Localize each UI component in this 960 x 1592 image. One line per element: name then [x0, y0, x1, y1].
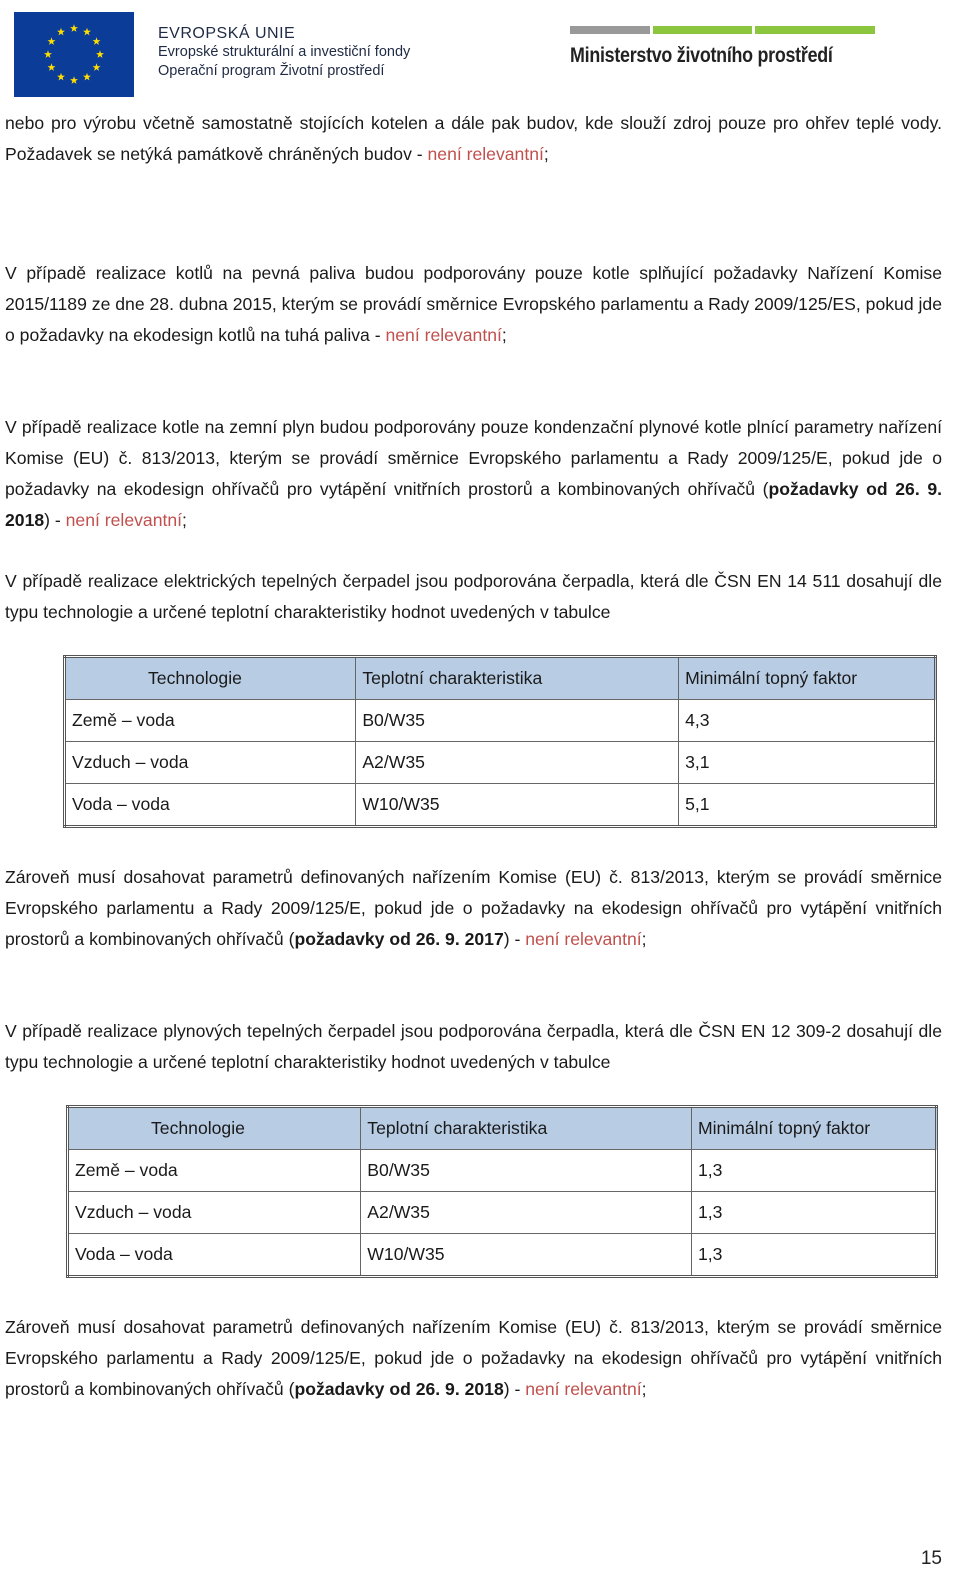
table-cell: A2/W35 — [361, 1192, 692, 1234]
table-cell: Voda – voda — [68, 1234, 361, 1277]
table-cell: 1,3 — [691, 1234, 936, 1277]
eu-logo-text — [158, 24, 410, 81]
table-cell: W10/W35 — [361, 1234, 692, 1277]
p2-relevance: není relevantní — [385, 325, 502, 345]
paragraph-7 — [5, 1312, 942, 1405]
header-teplotni: Teplotní charakteristika — [361, 1107, 692, 1150]
table-header-row — [65, 657, 936, 700]
eu-line2: Evropské strukturální a investiční fondy — [158, 44, 411, 60]
p3-text: V případě realizace kotle na zemní plyn budou podporovány pouze kondenzační plynové kotle plnící parametry nařízení Komise (EU) č. 813/2013, kterým se provádí směrnice Evropského parlamentu a Rady 2009/125/E, pokud jde o požadavky na ekodesign ohřívačů pro vytápění vnitřních prostorů a kombinovaných ohřívačů ( — [5, 417, 942, 499]
table-cell: 1,3 — [691, 1192, 936, 1234]
header-technologie: Technologie — [65, 657, 356, 700]
table-heat-pumps-gas — [66, 1105, 938, 1278]
p5-text: Zároveň musí dosahovat parametrů definovaných nařízením Komise (EU) č. 813/2013, kterým se provádí směrnice Evropského parlamentu a Rady 2009/125/E, pokud jde o požadavky na ekodesign ohřívačů pro vytápění vnitřních prostorů a kombinovaných ohřívačů ( — [5, 867, 942, 949]
table-cell: Země – voda — [68, 1150, 361, 1192]
table-heat-pumps-electric — [63, 655, 937, 828]
p5-dash: ) - — [503, 929, 526, 949]
table-header-row — [68, 1107, 937, 1150]
table-cell: A2/W35 — [356, 742, 679, 784]
table-cell: Vzduch – voda — [65, 742, 356, 784]
p3-end: ; — [182, 510, 187, 530]
ministry-title: Ministerstvo životního prostředí — [570, 44, 833, 67]
header-faktor: Minimální topný faktor — [691, 1107, 936, 1150]
header-faktor: Minimální topný faktor — [679, 657, 936, 700]
page-header — [0, 0, 960, 110]
p7-text: Zároveň musí dosahovat parametrů definovaných nařízením Komise (EU) č. 813/2013, kterým se provádí směrnice Evropského parlamentu a Rady 2009/125/E, pokud jde o požadavky na ekodesign ohřívačů pro vytápění vnitřních prostorů a kombinovaných ohřívačů ( — [5, 1317, 942, 1399]
table-cell: Země – voda — [65, 700, 356, 742]
ministry-logo — [570, 26, 875, 68]
eu-line1: EVROPSKÁ UNIE — [158, 25, 296, 42]
p5-date: požadavky od 26. 9. 2017 — [294, 929, 504, 949]
p3-dash: ) - — [44, 510, 66, 530]
table-cell: B0/W35 — [361, 1150, 692, 1192]
p2-text: V případě realizace kotlů na pevná paliva budou podporovány pouze kotle splňující požadavky Nařízení Komise 2015/1189 ze dne 28. dubna 2015, kterým se provádí směrnice Evropského parlamentu a Rady 2009/125/ES, pokud jde o požadavky na ekodesign kotlů na tuhá paliva - — [5, 263, 942, 345]
table-row — [65, 700, 936, 742]
paragraph-4: V případě realizace elektrických tepelných čerpadel jsou podporována čerpadla, která dle ČSN EN 14 511 dosahují dle typu technologie a určené teplotní charakteristiky hodnot uvedených v tabulce — [5, 571, 942, 622]
page-number: 15 — [920, 1548, 942, 1569]
p5-relevance: není relevantní — [525, 929, 642, 949]
p7-relevance: není relevantní — [525, 1379, 642, 1399]
p1-text: nebo pro výrobu včetně samostatně stojících kotelen a dále pak budov, kde slouží zdroj pouze pro ohřev teplé vody. Požadavek se netýká památkově chráněných budov - — [5, 113, 942, 164]
table-cell: 3,1 — [679, 742, 936, 784]
header-teplotni: Teplotní charakteristika — [356, 657, 679, 700]
table-cell: Vzduch – voda — [68, 1192, 361, 1234]
table-cell: 1,3 — [691, 1150, 936, 1192]
paragraph-3 — [5, 412, 942, 536]
p7-date: požadavky od 26. 9. 2018 — [294, 1379, 504, 1399]
p7-paren: ) — [503, 1379, 510, 1399]
p7-end: ; — [641, 1379, 647, 1399]
eu-line3: Operační program Životní prostředí — [158, 63, 385, 79]
p5-end: ; — [641, 929, 647, 949]
table-cell: Voda – voda — [65, 784, 356, 827]
paragraph-1 — [5, 108, 942, 170]
paragraph-6: V případě realizace plynových tepelných čerpadel jsou podporována čerpadla, která dle ČSN EN 12 309-2 dosahují dle typu technologie a určené teplotní charakteristiky hodnot uvedených v tabulce — [5, 1021, 942, 1072]
paragraph-5 — [5, 862, 942, 955]
p7-dash: - — [514, 1379, 526, 1399]
p2-end: ; — [501, 325, 507, 345]
p3-date: požadavky od 26. 9. 2018 — [5, 479, 942, 530]
p1-end: ; — [543, 144, 549, 164]
table-row — [68, 1192, 937, 1234]
ministry-color-bars — [570, 26, 875, 34]
table-cell: B0/W35 — [356, 700, 679, 742]
table-row — [65, 742, 936, 784]
paragraph-2 — [5, 258, 942, 351]
p1-relevance: není relevantní — [427, 144, 544, 164]
header-technologie: Technologie — [68, 1107, 361, 1150]
table-cell: 5,1 — [679, 784, 936, 827]
p3-relevance: není relevantní — [65, 510, 183, 530]
table-row — [68, 1150, 937, 1192]
table-cell: 4,3 — [679, 700, 936, 742]
table-row — [65, 784, 936, 827]
table-cell: W10/W35 — [356, 784, 679, 827]
eu-flag-icon — [14, 12, 134, 97]
table-row — [68, 1234, 937, 1277]
